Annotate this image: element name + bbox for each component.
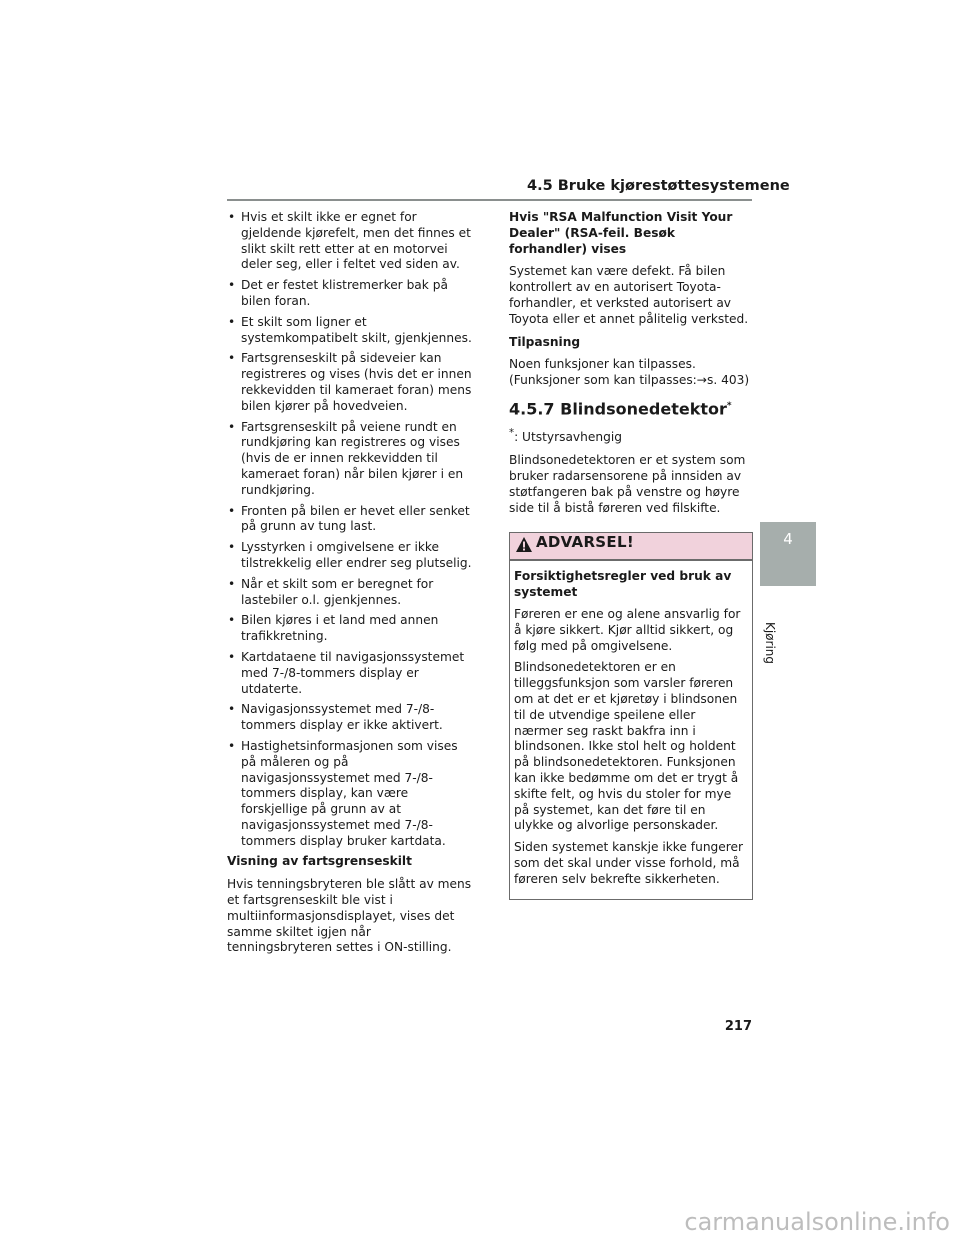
malfunction-text: Systemet kan være defekt. Få bilen kontrollert av en autorisert Toyota-forhandler, et verksted autorisert av Toyota eller et annet pålitelig verksted. xyxy=(509,264,749,326)
right-column xyxy=(509,210,753,900)
list-item: • Fartsgrenseskilt på veiene rundt en rundkjøring kan registreres og vises (hvis de er innen rekkevidden til kameraet foran) når bilen kjører i en rundkjøring. xyxy=(227,420,472,499)
customize-text xyxy=(509,357,753,389)
warning-heading: Forsiktighetsregler ved bruk av systemet xyxy=(514,569,732,600)
list-item: • Navigasjonssystemet med 7-/8-tommers display er ikke aktivert. xyxy=(227,702,472,734)
limitations-list xyxy=(227,210,472,849)
list-item: • Kartdataene til navigasjonssystemet med 7-/8-tommers display er utdaterte. xyxy=(227,650,472,697)
warning-box xyxy=(509,532,753,900)
list-item: • Et skilt som ligner et systemkompatibelt skilt, gjenkjennes. xyxy=(227,315,472,347)
customize-text-line2: (Funksjoner som kan tilpasses: xyxy=(509,373,697,388)
speed-sign-display-heading: Visning av fartsgrenseskilt xyxy=(227,854,412,869)
speed-sign-display-text: Hvis tenningsbryteren ble slått av mens et fartsgrenseskilt ble vist i multiinformasjonsdisplayet, vises det samme skiltet igjen når tenningsbryteren settes i ON-stilling. xyxy=(227,877,472,955)
list-item: • Hvis et skilt ikke er egnet for gjeldende kjørefelt, men det finnes et slikt skilt rett etter at en motorvei deler seg, eller i feltet ved siden av. xyxy=(227,210,472,273)
footnote-marker: * xyxy=(509,428,515,440)
list-item: • Bilen kjøres i et land med annen trafikkretning. xyxy=(227,613,472,645)
section-intro: Blindsonedetektoren er et system som bruker radarsensorene på innsiden av støtfangeren bak på venstre og høyre side til å bistå føreren ved filskifte. xyxy=(509,453,746,515)
chapter-header-title: 4.5 Bruke kjørestøttesystemene xyxy=(527,178,790,194)
footnote xyxy=(509,426,753,446)
list-item: • Hastighetsinformasjonen som vises på måleren og på navigasjonssystemet med 7-/8-tommers display, kan være forskjellige på grunn av at navigasjonssystemet med 7-/8-tommers display bruker kartdata. xyxy=(227,739,472,850)
section-title-text: 4.5.7 Blindsonedetektor xyxy=(509,399,727,419)
footnote-text: : Utstyrsavhengig xyxy=(514,430,622,445)
customize-text-line1: Noen funksjoner kan tilpasses. xyxy=(509,357,696,372)
section-title xyxy=(509,396,753,419)
warning-paragraph: Blindsonedetektoren er en tilleggsfunksjon som varsler føreren om at det er et kjøretøy i blindsonen til de utvendige speilene eller nærmer seg raskt bakfra inn i blindsonen. Ikke stol helt og holdent på blindsonedetektoren. Funksjonen kan ikke bedømme om det er trygt å skifte felt, og hvis du stoler for mye på systemet, kan det føre til en ulykke og alvorlige personskader. xyxy=(514,660,739,833)
page-reference-link[interactable]: →s. 403) xyxy=(696,373,750,388)
warning-triangle-icon xyxy=(516,537,532,552)
chapter-tab-label-wrap xyxy=(757,618,787,678)
malfunction-heading: Hvis "RSA Malfunction Visit Your Dealer" (RSA-feil. Besøk forhandler) vises xyxy=(509,210,733,256)
list-item: • Det er festet klistremerker bak på bilen foran. xyxy=(227,278,472,310)
warning-paragraph: Siden systemet kanskje ikke fungerer som det skal under visse forhold, må føreren selv bekrefte sikkerheten. xyxy=(514,840,744,886)
left-column xyxy=(227,210,472,963)
page-number: 217 xyxy=(724,1019,752,1034)
optional-equipment-marker: * xyxy=(726,400,732,411)
warning-label: ADVARSEL! xyxy=(536,533,634,552)
customize-heading: Tilpasning xyxy=(509,334,581,349)
chapter-tab-number: 4 xyxy=(783,530,793,548)
chapter-tab-label: Kjøring xyxy=(763,621,778,665)
warning-body xyxy=(510,561,752,887)
watermark: carmanualsonline.info xyxy=(684,1208,950,1236)
list-item: • Fartsgrenseskilt på sideveier kan registreres og vises (hvis det er innen rekkevidden til kameraet foran) mens bilen kjører på hovedveien. xyxy=(227,351,472,414)
list-item: • Fronten på bilen er hevet eller senket på grunn av tung last. xyxy=(227,504,472,536)
header-divider xyxy=(227,199,752,201)
warning-header xyxy=(510,533,752,561)
list-item: • Når et skilt som er beregnet for lastebiler o.l. gjenkjennes. xyxy=(227,577,472,609)
warning-paragraph: Føreren er ene og alene ansvarlig for å kjøre sikkert. Kjør alltid sikkert, og følg med på omgivelsene. xyxy=(514,606,741,653)
list-item: • Lysstyrken i omgivelsene er ikke tilstrekkelig eller endrer seg plutselig. xyxy=(227,540,472,572)
